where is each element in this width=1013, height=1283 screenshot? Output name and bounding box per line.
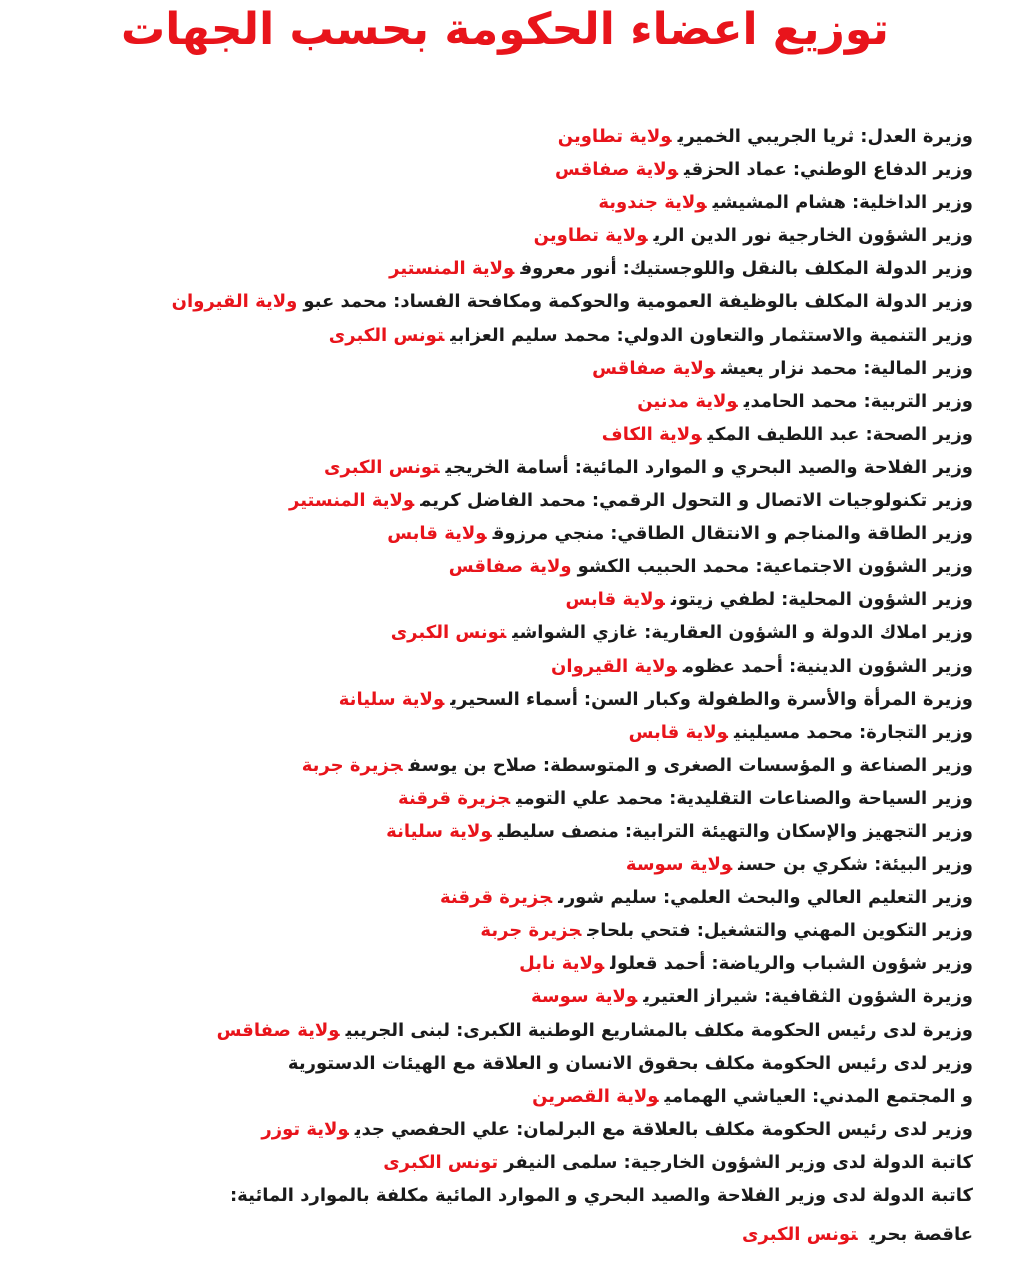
person-name: محمد الحبيب الكشو — [577, 556, 750, 578]
region-name: ولاية القيروان — [551, 655, 677, 677]
list-item — [73, 914, 973, 947]
list-item — [73, 186, 973, 219]
region-name: ولاية القصرين — [532, 1085, 659, 1107]
list-item — [73, 1014, 973, 1047]
region-name: ولاية القيروان — [171, 291, 298, 313]
list-item — [73, 1080, 973, 1113]
list-item — [73, 848, 973, 881]
list-item — [73, 1047, 973, 1080]
person-name: سليم شورى — [558, 887, 657, 909]
role-text: وزيرة الشؤون الثقافية: — [764, 986, 973, 1008]
region-name: ولاية مدنين — [637, 390, 738, 412]
person-name: منجي مرزوق — [492, 523, 605, 545]
role-text: وزير الصحة: — [865, 423, 973, 445]
role-text: عاقصة بحري — [869, 1224, 973, 1246]
list-item — [73, 716, 973, 749]
list-item — [73, 1146, 973, 1179]
list-item — [73, 153, 973, 186]
region-name: ولاية سوسة — [625, 854, 733, 876]
region-name: ولاية توزر — [261, 1118, 349, 1140]
region-name: ولاية قابس — [387, 523, 487, 545]
list-item — [73, 252, 973, 285]
list-item — [73, 815, 973, 848]
person-name: ثريا الجريبي الخميري — [677, 126, 855, 147]
role-text: وزير التجهيز والإسكان والتهيئة الترابية: — [624, 820, 973, 842]
role-text: وزير التكوين المهني والتشغيل: — [696, 920, 973, 942]
role-text: وزير الشؤون الدينية: — [788, 655, 973, 677]
role-text: كاتبة الدولة لدى وزير الشؤون الخارجية: — [623, 1151, 973, 1173]
region-name: ولاية صفاقس — [448, 556, 572, 578]
region-name: ولاية سليانة — [338, 688, 445, 710]
list-item — [73, 782, 973, 815]
region-name: ولاية تطاوين — [557, 126, 672, 147]
person-name: محمد الفاضل كريم — [420, 490, 586, 512]
person-name: محمد علي التومي — [516, 787, 664, 809]
role-text: وزير الصناعة و المؤسسات الصغرى و المتوسطة: — [542, 754, 973, 776]
person-name: العياشي الهمامي — [664, 1085, 807, 1107]
role-text: و المجتمع المدني: — [812, 1085, 973, 1107]
role-text: وزير الشؤون الاجتماعية: — [755, 556, 973, 578]
region-name: ولاية جندوبة — [598, 192, 707, 214]
role-text: وزير شؤون الشباب والرياضة: — [711, 953, 973, 975]
person-name: سلمى النيفر — [504, 1151, 618, 1173]
role-text: وزير الدولة المكلف بالنقل واللوجستيك: — [622, 258, 973, 280]
ministers-list — [73, 120, 973, 1251]
list-item — [73, 319, 973, 352]
role-text: وزير الدفاع الوطني: — [792, 159, 973, 181]
role-text: وزير التعليم العالي والبحث العلمي: — [662, 887, 973, 909]
region-name: ولاية نابل — [519, 953, 605, 975]
region-name: ولاية قابس — [565, 589, 665, 611]
role-text: وزير الفلاحة والصيد البحري و الموارد المائية: — [574, 456, 973, 478]
list-item — [73, 1113, 973, 1146]
list-item — [73, 285, 973, 318]
person-name: أسماء السحيري — [450, 688, 578, 710]
role-text: وزير الشؤون الخارجية — [777, 225, 973, 247]
region-name: ولاية صفاقس — [216, 1019, 340, 1041]
role-text: وزير الطاقة والمناجم و الانتقال الطاقي: — [610, 523, 973, 545]
person-name: لبنى الجريبي — [345, 1019, 451, 1041]
role-text: وزيرة المرأة والأسرة والطفولة وكبار السن: — [583, 688, 973, 710]
region-name: ولاية سليانة — [386, 820, 492, 842]
person-name: عماد الحزقي — [684, 159, 787, 181]
person-name: أسامة الخريجي — [445, 456, 569, 478]
region-name: ولاية تطاوين — [533, 225, 648, 247]
person-name: محمد نزار يعيش — [721, 357, 858, 379]
role-text: وزير المالية: — [863, 357, 973, 379]
person-name: أنور معروف — [520, 258, 617, 280]
role-text: وزير لدى رئيس الحكومة مكلف بحقوق الانسان و العلاقة مع الهيئات الدستورية — [287, 1052, 973, 1074]
list-item — [73, 980, 973, 1013]
region-name: جزيرة قرقنة — [440, 887, 553, 909]
list-item — [73, 947, 973, 980]
person-name: هشام المشيشي — [712, 192, 846, 214]
region-name: جزيرة جربة — [480, 920, 582, 942]
region-name: ولاية قابس — [628, 721, 728, 743]
region-name: ولاية المنستير — [289, 490, 415, 512]
list-item — [73, 683, 973, 716]
person-name: شكري بن حسن — [738, 854, 869, 876]
role-text: وزير التجارة: — [859, 721, 973, 743]
region-name: ولاية سوسة — [530, 986, 638, 1008]
person-name: غازي الشواشي — [512, 622, 639, 644]
list-item — [73, 484, 973, 517]
role-text: وزير تكنولوجيات الاتصال و التحول الرقمي: — [591, 490, 973, 512]
list-item — [73, 616, 973, 649]
person-name: محمد سليم العزابي — [450, 324, 611, 346]
region-name: ولاية صفاقس — [555, 159, 678, 181]
role-text: كاتبة الدولة لدى وزير الفلاحة والصيد البحري و الموارد المائية مكلفة بالموارد المائية: — [229, 1185, 973, 1206]
region-name: تونس الكبرى — [328, 324, 445, 346]
person-name: محمد الحامدي — [743, 390, 858, 412]
list-item — [73, 352, 973, 385]
region-name: ولاية المنستير — [389, 258, 515, 280]
person-name: أحمد عظوم — [682, 655, 783, 677]
list-item — [73, 749, 973, 782]
list-item — [73, 1179, 973, 1212]
list-item — [73, 1218, 973, 1251]
person-name: صلاح بن يوسف — [408, 754, 537, 776]
role-text: وزير السياحة والصناعات التقليدية: — [669, 787, 973, 809]
role-text: وزير الشؤون المحلية: — [781, 589, 973, 611]
role-text: وزير الدولة المكلف بالوظيفة العمومية والحوكمة ومكافحة الفساد: — [393, 291, 973, 313]
list-item — [73, 517, 973, 550]
list-item — [73, 550, 973, 583]
role-text: وزير لدى رئيس الحكومة مكلف بالعلاقة مع البرلمان: — [516, 1118, 973, 1140]
region-name: ولاية صفاقس — [592, 357, 716, 379]
person-name: شيراز العتيري — [643, 986, 758, 1008]
list-item — [73, 385, 973, 418]
role-text: وزيرة لدى رئيس الحكومة مكلف بالمشاريع الوطنية الكبرى: — [456, 1019, 973, 1041]
role-text: وزير البيئة: — [874, 854, 973, 876]
region-name: تونس الكبرى — [324, 456, 440, 478]
person-name: محمد مسيليني — [733, 721, 854, 743]
list-item — [73, 881, 973, 914]
person-name: محمد عبو — [303, 291, 388, 313]
list-item — [73, 120, 973, 153]
person-name: علي الحفصي جدي — [354, 1118, 511, 1140]
region-name: جزيرة جربة — [301, 754, 403, 776]
person-name: عبد اللطيف المكي — [707, 423, 860, 445]
list-item — [73, 219, 973, 252]
region-name: تونس الكبرى — [742, 1224, 858, 1246]
region-name: تونس الكبرى — [390, 622, 507, 644]
role-text: وزير املاك الدولة و الشؤون العقارية: — [644, 622, 973, 644]
role-text: وزير التنمية والاستثمار والتعاون الدولي: — [616, 324, 973, 346]
role-text: وزيرة العدل: — [860, 126, 973, 147]
list-item — [73, 583, 973, 616]
region-name: تونس الكبرى — [383, 1151, 499, 1173]
page-title: توزيع اعضاء الحكومة بحسب الجهات — [121, 4, 889, 55]
person-name: أحمد قعلول — [610, 953, 706, 975]
region-name: ولاية الكاف — [601, 423, 702, 445]
person-name: فتحي بلحاج — [587, 920, 691, 942]
list-item — [73, 451, 973, 484]
region-name: جزيرة قرقنة — [398, 787, 511, 809]
list-item — [73, 650, 973, 683]
role-text: وزير التربية: — [863, 390, 973, 412]
person-name: منصف سليطي — [497, 820, 619, 842]
person-name: لطفي زيتون — [670, 589, 776, 611]
person-name: نور الدين الري — [653, 225, 772, 247]
list-item — [73, 418, 973, 451]
role-text: وزير الداخلية: — [851, 192, 973, 214]
